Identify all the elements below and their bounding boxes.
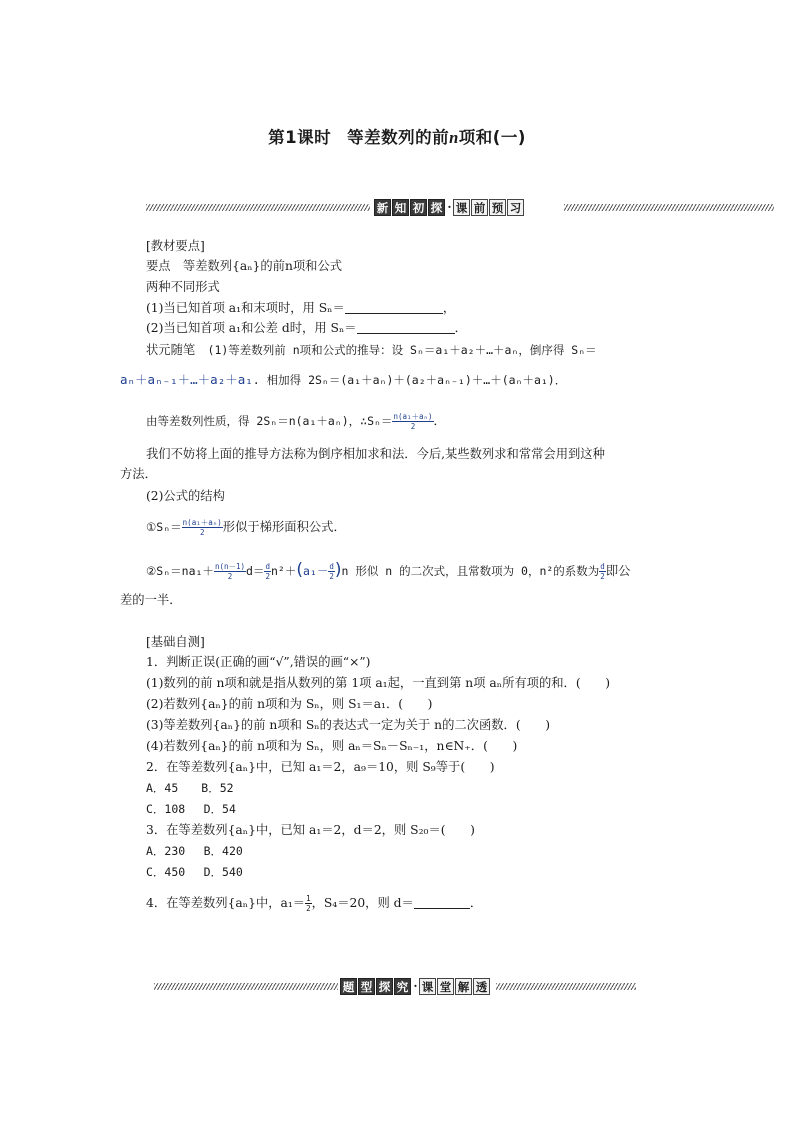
fraction: $\frac{d}{2}$ — [265, 562, 270, 581]
section-header: [教材要点] — [146, 239, 205, 253]
note-line-5: 方法． — [120, 467, 157, 481]
topic-text-a: 等差数列的前 — [347, 128, 450, 147]
lesson-label: 第1课时 — [268, 128, 332, 147]
question-1-1: (1)数列的前 n项和就是指从数列的第 1项 a₁起，一直到第 n项 aₙ所有项的和．( ) — [146, 676, 611, 690]
note-line-4: 我们不妨将上面的推导方法称为倒序相加求和法．今后,某些数列求和常常会用到这种 — [146, 447, 605, 461]
structure-item-2: ②Sₙ＝na₁＋ $\frac{n(n-1)}{2}$ d＝ $\frac{d}{2}$ n²＋(a₁－ $\frac{d}{2}$ )n 形似 n 的二次式，且常数项为 0，n²的系数为 $\frac{d}{2}$ 即公 — [146, 560, 631, 581]
banner-hatch-left — [154, 983, 338, 990]
structure-label: (2)公式的结构 — [146, 489, 225, 503]
fraction: $\frac{d}{2}$ — [329, 562, 334, 581]
fraction: $\frac{d}{2}$ — [600, 562, 605, 581]
question-2-options-ab: A．45 B．52 — [146, 781, 234, 795]
question-2-options-cd: C．108 D．54 — [146, 802, 236, 816]
key-point: 要点 等差数列{aₙ}的前n项和公式 — [146, 259, 343, 273]
form-item-2: (2)当已知首项 a₁和公差 d时，用 Sₙ＝ ． — [146, 321, 467, 335]
page-title — [0, 124, 794, 148]
question-3-options-ab: A．230 B．420 — [146, 844, 243, 858]
fraction: $\frac{n(n-1)}{2}$ — [214, 562, 246, 581]
fraction: $\frac{1}{2}$ — [306, 894, 311, 913]
two-forms-label: 两种不同形式 — [146, 280, 220, 294]
section-banner-top: 新 知 初 探 · 课 前 预 习 — [146, 198, 774, 216]
section-header: [基础自测] — [146, 635, 205, 649]
banner-tag-new-knowledge: 新 知 初 探 — [374, 199, 446, 216]
question-1-2: (2)若数列{aₙ}的前 n项和为 Sₙ，则 S₁＝a₁．( ) — [146, 697, 433, 711]
banner-tag-question-types: 题 型 探 究 — [340, 978, 412, 995]
answer-blank[interactable] — [357, 321, 455, 334]
banner-hatch-left — [146, 204, 370, 211]
note-line-2: aₙ＋aₙ₋₁＋…＋a₂＋a₁. 相加得 2Sₙ＝(a₁＋aₙ)＋(a₂＋aₙ₋₁)＋…＋(aₙ＋a₁)． — [120, 372, 567, 387]
structure-item-2-cont: 差的一半． — [120, 593, 182, 607]
question-1-3: (3)等差数列{aₙ}的前 n项和 Sₙ的表达式一定为关于 n的二次函数．( ) — [146, 718, 551, 732]
structure-item-1: ①Sₙ＝ $\frac{\text{n(a₁＋aₙ)}}{2}$ 形似于梯形面积公式． — [146, 518, 346, 537]
question-2: 2．在等差数列{aₙ}中，已知 a₁＝2，a₉＝10，则 S₉等于( ) — [146, 760, 495, 774]
banner-tag-preview: 课 前 预 习 — [453, 199, 525, 216]
note-label: 状元随笔 — [146, 343, 196, 357]
form-item-1: (1)当已知首项 a₁和末项时，用 Sₙ＝ ， — [146, 301, 456, 315]
banner-tag-classroom: 课 堂 解 透 — [419, 978, 491, 995]
question-1: 1．判断正误(正确的画“√”,错误的画“×”) — [146, 655, 371, 669]
answer-blank[interactable] — [414, 896, 470, 909]
question-4: 4．在等差数列{aₙ}中，a₁＝ $\frac{1}{2}$ ，S₄＝20，则 d＝ ． — [146, 894, 483, 913]
topic-text-b: 项和(一) — [458, 128, 526, 147]
topic-n: n — [449, 128, 459, 147]
banner-hatch-right — [496, 983, 636, 990]
question-3: 3．在等差数列{aₙ}中，已知 a₁＝2，d＝2，则 S₂₀＝( ) — [146, 823, 475, 837]
note-line-1: 状元随笔 (1)等差数列前 n项和公式的推导：设 Sₙ＝a₁＋a₂＋…＋aₙ，倒序得 Sₙ＝ — [146, 343, 597, 357]
question-1-4: (4)若数列{aₙ}的前 n项和为 Sₙ，则 aₙ＝Sₙ－Sₙ₋₁，n∈N₊．( ) — [146, 739, 518, 753]
document-page: 第1课时 等差数列的前n项和(一) 新 知 初 探 · 课 前 预 习 [教材要点] 要点 等差数列{aₙ}的前n项和公式 两种不同形式 (1)当已知首项 a₁和末项时，用 Sₙ＝ ， (2)当已知首项 a₁和公差 d时，用 Sₙ＝ ． 状元随笔 (1)等差数列前 n项和公式的推导：设 Sₙ＝a₁＋a₂＋…＋aₙ，倒序得 Sₙ＝ aₙ＋aₙ₋₁＋…＋a₂＋a₁. 相加得 2Sₙ＝(a₁＋aₙ)＋(a₂＋aₙ₋₁)＋…＋(aₙ＋a₁)． 由等差数列性质，得 2Sₙ＝n(a₁＋aₙ)，∴Sₙ＝ $\frac{\text{n(a₁＋aₙ)}}{2}$ ． 我们不妨将上面的推导方法称为倒序相加求和法．今后,某些数列求和常常会用到这种 方法． (2)公式的结构 ①Sₙ＝ $\frac{\text{n(a₁＋aₙ)}}{2}$ 形似于梯形面积公式． ②Sₙ＝na₁＋ $\frac{n(n-1)}{2}$ d＝ $\frac{d}{2}$ n²＋(a₁－ $\frac{d}{2}$ )n 形似 n 的二次式，且常数项为 0，n²的系数为 $\frac{d}{2}$ 即公 差的一半． [基础自测] 1．判断正误(正确的画“√”,错误的画“×”) (1)数列的前 n项和就是指从数列的第 1项 a₁起，一直到第 n项 aₙ所有项的和．( ) (2)若数列{aₙ}的前 n项和为 Sₙ，则 S₁＝a₁．( ) (3)等差数列{aₙ}的前 n项和 Sₙ的表达式一定为关于 n的二次函数．( ) (4)若数列{aₙ}的前 n项和为 Sₙ，则 aₙ＝Sₙ－Sₙ₋₁，n∈N₊．( ) 2．在等差数列{aₙ}中，已知 a₁＝2，a₉＝10，则 S₉等于( ) A．45 B．52 C．108 D．54 3．在等差数列{aₙ}中，已知 a₁＝2，d＝2，则 S₂₀＝( ) A．230 B．420 C．450 D．540 4．在等差数列{aₙ}中，a₁＝ $\frac{1}{2}$ ，S₄＝20，则 d＝ ． 题 型 探 究 · 课 堂 解 透 — [0, 0, 794, 1123]
banner-hatch-right — [564, 204, 774, 211]
note-line-3: 由等差数列性质，得 2Sₙ＝n(a₁＋aₙ)，∴Sₙ＝ $\frac{\text{n(a₁＋aₙ)}}{2}$ ． — [146, 412, 446, 431]
fraction: $\frac{\text{n(a₁＋aₙ)}}{2}$ — [182, 518, 222, 537]
question-3-options-cd: C．450 D．540 — [146, 865, 243, 879]
answer-blank[interactable] — [345, 301, 443, 314]
fraction: $\frac{\text{n(a₁＋aₙ)}}{2}$ — [393, 412, 433, 431]
